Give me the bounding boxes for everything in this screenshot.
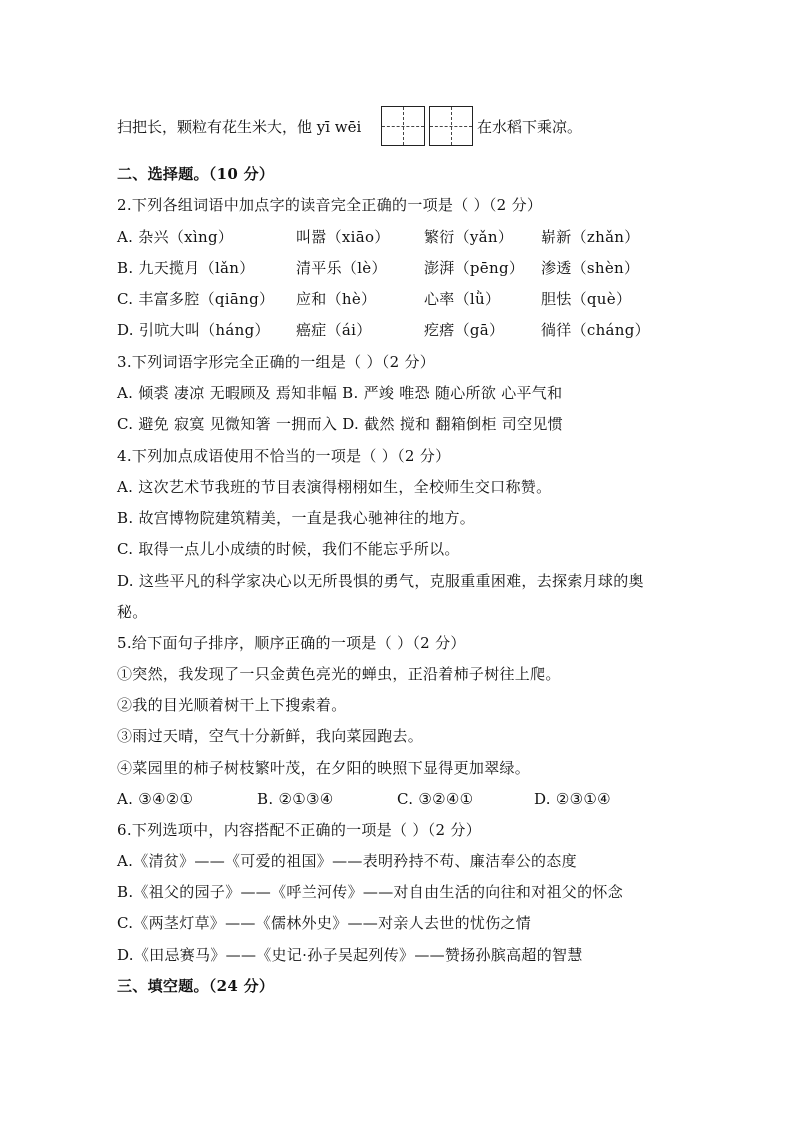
exam-page: 扫把长，颗粒有花生米大，他 yī wēi 在水稻下乘凉。 二、选择题。（10 分） 2.下列各组词语中加点字的读音完全正确的一项是（ ）（2 分） A. 杂兴（xìng） 叫嚣（xiāo） 繁衍（yǎn） 崭新（zhǎn） B. 九天揽月（lǎn） 清平乐（lè） 澎湃（pēng） 渗透（shèn） C. 丰富多腔（qiāng） 应和（hè） 心率（lǜ） 胆怯（què） D. 引吭大叫（háng） 癌症（ái） 疙瘩（gā） 徜徉（cháng） 3.下列词语字形完全正确的一组是（ ）（2 分） A. 倾裘 凄凉 无暇顾及 焉知非幅 B. 严竣 唯恐 随心所欲 心平气和 C. 避免 寂寞 见微知箸 一拥而入 D. 截然 搅和 翻箱倒柜 司空见惯 4.下列加点成语使用不恰当的一项是（ ）（2 分） A. 这次艺术节我班的节目表演得栩栩如生，全校师生交口称赞。 B. 故宫博物院建筑精美，一直是我心驰神往的地方。 C. 取得一点儿小成绩的时候，我们不能忘乎所以。 D. 这些平凡的科学家决心以无所畏惧的勇气，克服重重困难，去探索月球的奥 秘。 5.给下面句子排序，顺序正确的一项是（ ）（2 分） ①突然，我发现了一只金黄色亮光的蝉虫，正沿着柿子树往上爬。 ②我的目光顺着树干上下搜索着。 ③雨过天晴，空气十分新鲜，我向菜园跑去。 ④菜园里的柿子树枝繁叶茂，在夕阳的映照下显得更加翠绿。 A. ③④②① B. ②①③④ C. ③②④① D. ②③①④ 6.下列选项中，内容搭配不正确的一项是（ ）（2 分） A.《清贫》——《可爱的祖国》——表明矜持不苟、廉洁奉公的态度 B.《祖父的园子》——《呼兰河传》——对自由生活的向往和对祖父的怀念 C.《两茎灯草》——《儒林外史》——对亲人去世的忧伤之情 D.《田忌赛马》——《史记·孙子吴起列传》——赞扬孙膑高超的智慧 三、填空题。（24 分） bbox=[0, 0, 794, 1123]
q5-option-b: B. ②①③④ bbox=[257, 790, 334, 808]
q3-options-cd: C. 避免 寂寞 见微知箸 一拥而入 D. 截然 搅和 翻箱倒柜 司空见惯 bbox=[117, 415, 563, 433]
q5-option-d: D. ②③①④ bbox=[534, 790, 611, 808]
q4-option-d-line2: 秘。 bbox=[117, 603, 148, 621]
q4-option-b: B. 故宫博物院建筑精美，一直是我心驰神往的地方。 bbox=[117, 509, 476, 527]
section-3-title: 三、填空题。（24 分） bbox=[117, 977, 275, 995]
q6-option-c: C.《两茎灯草》——《儒林外史》——对亲人去世的忧伤之情 bbox=[117, 914, 532, 932]
q5-option-a: A. ③④②① bbox=[117, 790, 194, 808]
q5-option-c: C. ③②④① bbox=[397, 790, 474, 808]
q5-sentence-2: ②我的目光顺着树干上下搜索着。 bbox=[117, 696, 347, 714]
q5-sentence-3: ③雨过天晴，空气十分新鲜，我向菜园跑去。 bbox=[117, 727, 424, 745]
q6-option-b: B.《祖父的园子》——《呼兰河传》——对自由生活的向往和对祖父的怀念 bbox=[117, 883, 623, 901]
q4-option-a: A. 这次艺术节我班的节目表演得栩栩如生，全校师生交口称赞。 bbox=[117, 478, 552, 496]
writing-grid-box-2[interactable] bbox=[429, 106, 473, 146]
q3-options-ab: A. 倾裘 凄凉 无暇顾及 焉知非幅 B. 严竣 唯恐 随心所欲 心平气和 bbox=[117, 384, 563, 402]
q4-stem: 4.下列加点成语使用不恰当的一项是（ ）（2 分） bbox=[117, 447, 451, 465]
q5-sentence-4: ④菜园里的柿子树枝繁叶茂，在夕阳的映照下显得更加翠绿。 bbox=[117, 759, 531, 777]
writing-grid-box-1[interactable] bbox=[381, 106, 425, 146]
q2-stem: 2.下列各组词语中加点字的读音完全正确的一项是（ ）（2 分） bbox=[117, 196, 543, 214]
q6-stem: 6.下列选项中，内容搭配不正确的一项是（ ）（2 分） bbox=[117, 821, 481, 839]
q5-sentence-1: ①突然，我发现了一只金黄色亮光的蝉虫，正沿着柿子树往上爬。 bbox=[117, 665, 561, 683]
q6-option-a: A.《清贫》——《可爱的祖国》——表明矜持不苟、廉洁奉公的态度 bbox=[117, 852, 577, 870]
section-2-title: 二、选择题。（10 分） bbox=[117, 165, 275, 183]
q5-stem: 5.给下面句子排序，顺序正确的一项是（ ）（2 分） bbox=[117, 634, 466, 652]
q4-option-c: C. 取得一点儿小成绩的时候，我们不能忘乎所以。 bbox=[117, 540, 460, 558]
q6-option-d: D.《田忌赛马》——《史记·孙子吴起列传》——赞扬孙膑高超的智慧 bbox=[117, 946, 583, 964]
q3-stem: 3.下列词语字形完全正确的一组是（ ）（2 分） bbox=[117, 353, 436, 371]
q4-option-d-line1: D. 这些平凡的科学家决心以无所畏惧的勇气，克服重重困难，去探索月球的奥 bbox=[117, 572, 644, 590]
intro-text-before: 扫把长，颗粒有花生米大，他 yī wēi bbox=[117, 118, 362, 136]
intro-text-after: 在水稻下乘凉。 bbox=[477, 118, 583, 136]
